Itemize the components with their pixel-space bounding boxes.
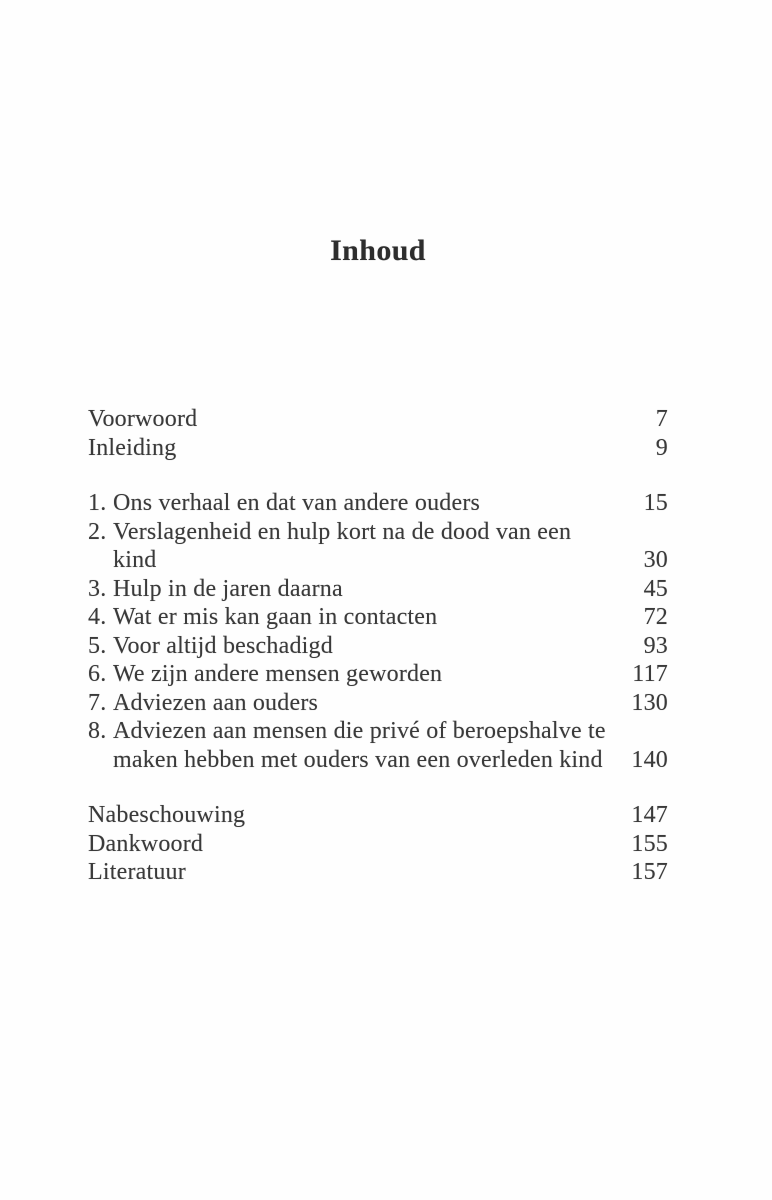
toc-entry-label: Hulp in de jaren daarna: [113, 575, 343, 602]
toc-chapter-number: 3.: [88, 575, 107, 602]
toc-chapter-number: 7.: [88, 689, 107, 716]
toc-chapter-number: 6.: [88, 661, 107, 687]
toc-entry: [88, 689, 616, 718]
toc-entry: [88, 660, 616, 689]
toc-page-number: 140: [631, 746, 668, 773]
toc-entry: [88, 489, 616, 518]
table-of-contents: [88, 405, 668, 887]
toc-entry-label: Adviezen aan ouders: [113, 689, 319, 716]
toc-row: [88, 603, 668, 632]
toc-entry-label: We zijn andere mensen geworden: [113, 661, 443, 687]
toc-entry: [88, 518, 616, 575]
toc-page-number: 157: [631, 859, 668, 885]
toc-entry-label: Voorwoord: [88, 406, 198, 432]
toc-entry: [88, 405, 616, 434]
toc-entry-label: Literatuur: [88, 859, 186, 885]
toc-row: [88, 717, 668, 774]
toc-entry-label: Adviezen aan mensen die privé of beroepshalve te maken hebben met ouders van een overleden kind: [113, 718, 606, 773]
toc-row: [88, 830, 668, 859]
toc-row: [88, 689, 668, 718]
toc-page-number: 45: [643, 575, 668, 602]
toc-entry-label: Ons verhaal en dat van andere ouders: [113, 490, 481, 516]
toc-row: [88, 518, 668, 575]
toc-entry-label: Voor altijd beschadigd: [113, 632, 333, 659]
toc-chapter-number: 5.: [88, 632, 107, 659]
toc-row: [88, 632, 668, 661]
toc-row: [88, 434, 668, 463]
toc-entry: [88, 801, 616, 830]
toc-row: [88, 801, 668, 830]
toc-entry: [88, 632, 616, 661]
toc-row: [88, 858, 668, 887]
toc-entry: [88, 858, 616, 887]
toc-page-number: 30: [643, 547, 668, 573]
toc-entry-label: Inleiding: [88, 434, 177, 461]
toc-chapter-number: 8.: [88, 718, 107, 744]
toc-entry: [88, 575, 616, 604]
toc-entry-label: Nabeschouwing: [88, 802, 246, 828]
toc-page-number: 72: [643, 604, 668, 630]
toc-chapter-number: 4.: [88, 604, 107, 630]
toc-entry-label: Dankwoord: [88, 830, 204, 857]
toc-page-number: 93: [643, 632, 668, 659]
toc-chapter-number: 1.: [88, 490, 107, 516]
toc-page-number: 15: [643, 490, 668, 516]
toc-entry-label: Verslagenheid en hulp kort na de dood van een kind: [113, 518, 572, 573]
toc-page-number: 9: [655, 434, 668, 461]
toc-entry-label: Wat er mis kan gaan in contacten: [113, 604, 438, 630]
toc-row: [88, 575, 668, 604]
toc-back-matter: [88, 801, 668, 887]
toc-entry: [88, 717, 616, 774]
toc-page-number: 147: [631, 802, 668, 828]
toc-row: [88, 489, 668, 518]
toc-entry: [88, 830, 616, 859]
toc-page-number: 130: [631, 689, 668, 716]
toc-entry: [88, 603, 616, 632]
toc-page-number: 7: [655, 406, 668, 432]
page-title: Inhoud: [330, 234, 426, 267]
toc-row: [88, 660, 668, 689]
toc-page-number: 155: [631, 830, 668, 857]
toc-chapter-number: 2.: [88, 518, 107, 545]
toc-row: [88, 405, 668, 434]
toc-front-matter: [88, 405, 668, 462]
toc-page-number: 117: [632, 661, 668, 687]
toc-chapters: [88, 489, 668, 774]
toc-entry: [88, 434, 616, 463]
